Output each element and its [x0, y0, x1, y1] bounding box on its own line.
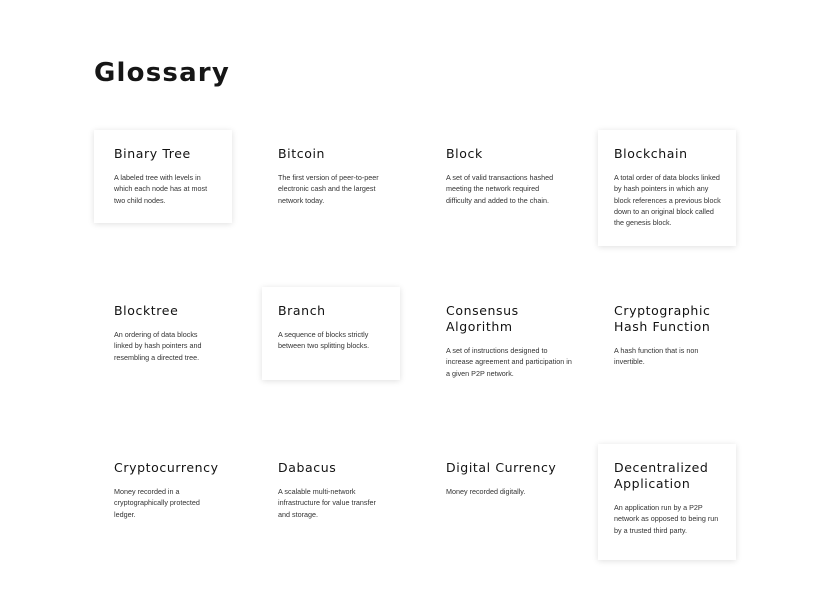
glossary-card-bitcoin — [278, 146, 396, 206]
term-definition: A set of instructions designed to increase agreement and participation in a given P2P network. — [446, 346, 572, 378]
term-title: Blockchain — [614, 146, 688, 161]
page-title: Glossary — [94, 58, 230, 88]
term-definition: An ordering of data blocks linked by hash pointers and resembling a directed tree. — [114, 330, 202, 362]
glossary-card-cryptocurrency — [114, 460, 219, 520]
term-definition: An application run by a P2P network as opposed to being run by a trusted third party. — [614, 503, 719, 535]
term-title: Bitcoin — [278, 146, 326, 161]
glossary-card-consensus-algorithm — [446, 303, 574, 379]
glossary-card-block — [446, 146, 564, 206]
term-title: Binary Tree — [114, 146, 191, 161]
term-definition: Money recorded in a cryptographically protected ledger. — [114, 487, 200, 519]
term-title: Cryptographic Hash Function — [614, 303, 711, 334]
term-definition: A set of valid transactions hashed meeting the network required difficulty and added to the chain. — [446, 173, 554, 205]
glossary-card-cryptographic-hash-function — [614, 303, 718, 368]
glossary-card-dabacus — [278, 460, 388, 520]
glossary-card-blockchain — [598, 130, 736, 246]
term-definition: A hash function that is non invertible. — [614, 346, 699, 367]
term-title: Cryptocurrency — [114, 460, 219, 475]
term-title: Digital Currency — [446, 460, 557, 475]
glossary-card-binary-tree — [94, 130, 232, 223]
glossary-card-blocktree — [114, 303, 214, 363]
term-definition: A scalable multi-network infrastructure for value transfer and storage. — [278, 487, 376, 519]
term-definition: A labeled tree with levels in which each node has at most two child nodes. — [114, 173, 208, 205]
term-title: Blocktree — [114, 303, 179, 318]
term-title: Block — [446, 146, 483, 161]
glossary-card-branch — [262, 287, 400, 380]
term-definition: Money recorded digitally. — [446, 487, 526, 496]
term-definition: A sequence of blocks strictly between two splitting blocks. — [278, 330, 370, 351]
term-title: Dabacus — [278, 460, 337, 475]
term-title: Consensus Algorithm — [446, 303, 519, 334]
term-definition: A total order of data blocks linked by hash pointers in which any block references a previous block down to an original block called the genesis block. — [614, 173, 721, 228]
term-title: Decentralized Application — [614, 460, 709, 491]
term-definition: The first version of peer-to-peer electronic cash and the largest network today. — [278, 173, 379, 205]
glossary-card-digital-currency — [446, 460, 566, 497]
glossary-card-decentralized-application — [598, 444, 736, 560]
term-title: Branch — [278, 303, 326, 318]
